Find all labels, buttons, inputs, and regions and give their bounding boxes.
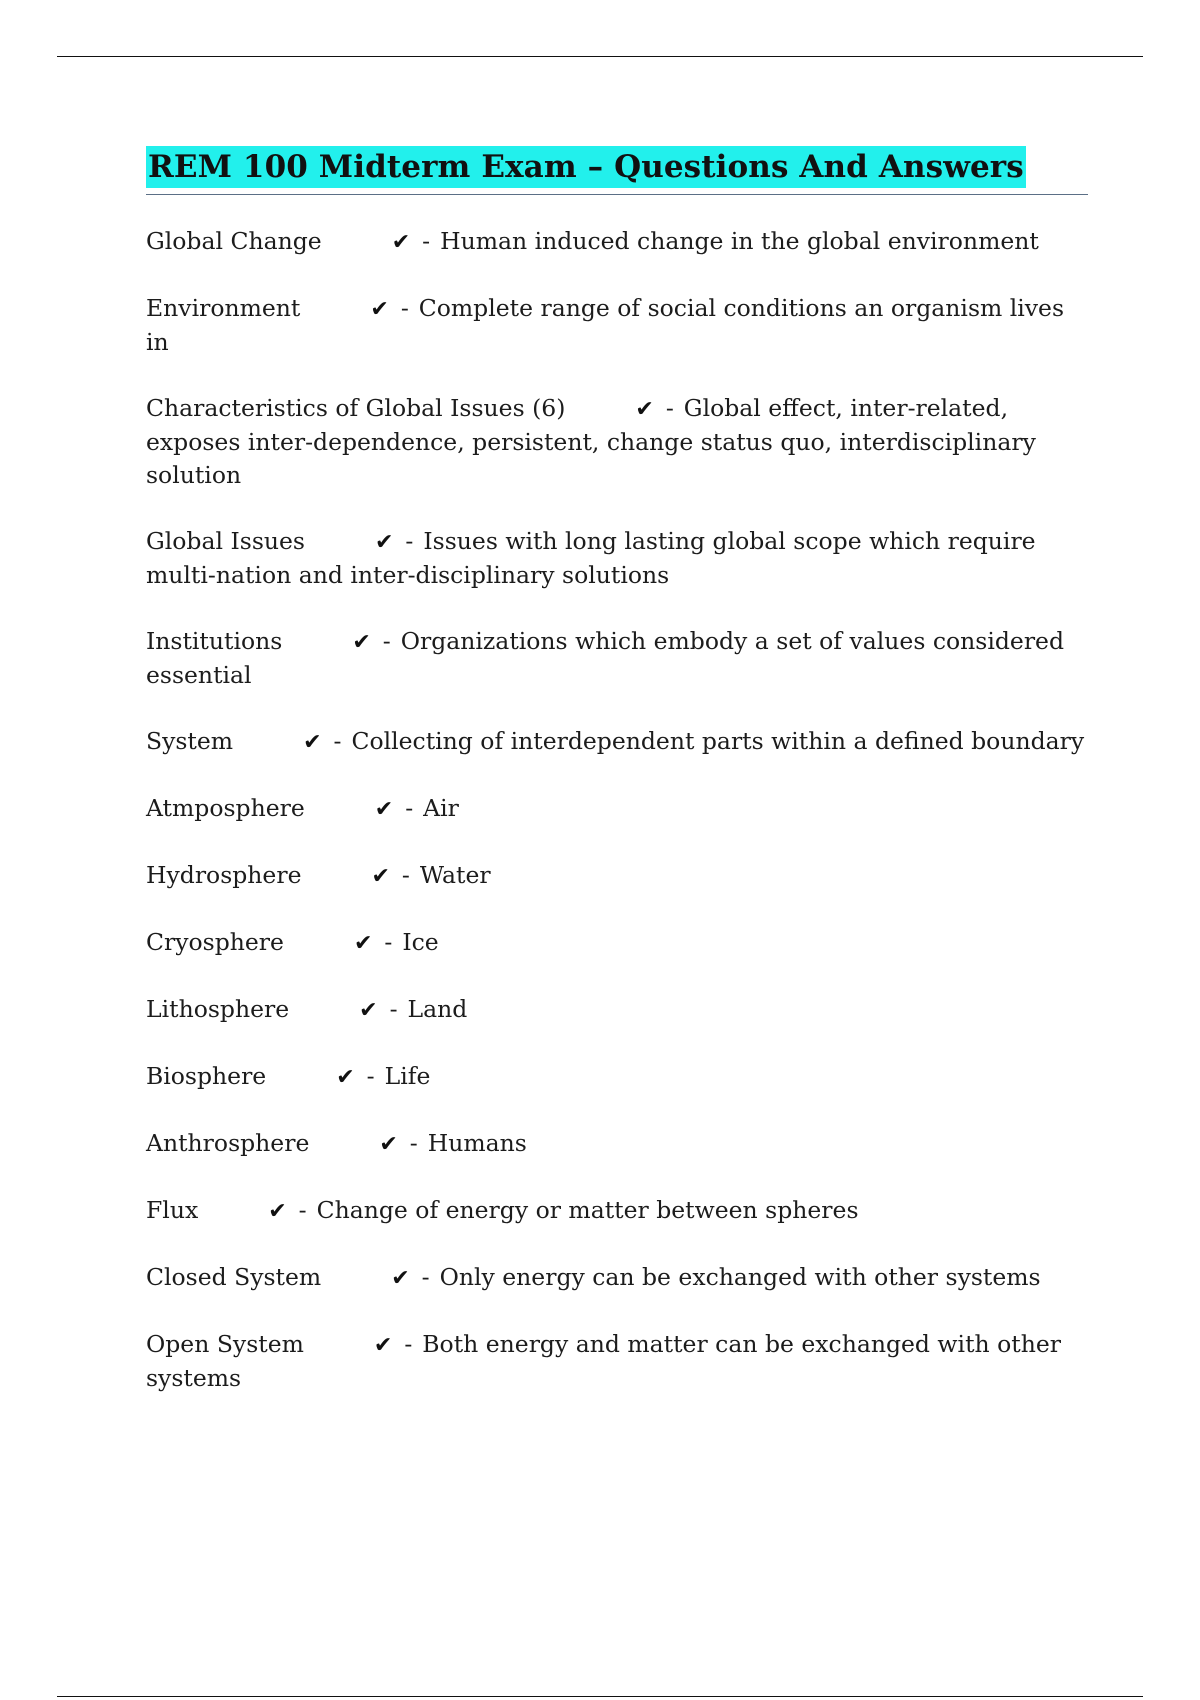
entry-definition: Global effect, inter-related, exposes inter-dependence, persistent, change status quo, interdisciplinary solution — [146, 394, 1036, 489]
entry-term: Closed System — [146, 1263, 322, 1291]
entry-definition: Change of energy or matter between spheres — [316, 1196, 859, 1224]
entry-term: Lithosphere — [146, 995, 290, 1023]
qa-entry — [146, 1127, 1088, 1161]
title-block — [146, 146, 1088, 195]
qa-entry — [146, 225, 1088, 259]
document-title: REM 100 Midterm Exam – Questions And Answers — [146, 146, 1026, 188]
qa-entry — [146, 792, 1088, 826]
check-icon: ✔ — [373, 1333, 393, 1358]
entry-definition: Both energy and matter can be exchanged with other systems — [146, 1330, 1061, 1392]
entry-term: Anthrosphere — [146, 1129, 310, 1157]
check-icon: ✔ — [374, 530, 394, 555]
qa-entry — [146, 392, 1088, 492]
entry-separator: - — [389, 995, 398, 1023]
qa-entry — [146, 926, 1088, 960]
entry-definition: Land — [407, 995, 468, 1023]
document-body — [146, 146, 1088, 1428]
qa-entry — [146, 292, 1088, 359]
entry-term: Flux — [146, 1196, 199, 1224]
page-bottom-rule — [57, 1696, 1143, 1697]
entry-definition: Human induced change in the global environment — [440, 227, 1039, 255]
qa-entry — [146, 859, 1088, 893]
entry-separator: - — [665, 394, 674, 422]
entry-definition: Complete range of social conditions an organism lives in — [146, 294, 1065, 356]
qa-entry — [146, 725, 1088, 759]
entry-term: Atmposphere — [146, 794, 305, 822]
entry-term: Global Change — [146, 227, 322, 255]
entry-separator: - — [421, 1263, 430, 1291]
entry-separator: - — [333, 727, 342, 755]
qa-entry — [146, 1060, 1088, 1094]
entry-definition: Life — [384, 1062, 431, 1090]
entry-separator: - — [384, 928, 393, 956]
entry-separator: - — [404, 1330, 413, 1358]
check-icon: ✔ — [336, 1065, 355, 1090]
entry-separator: - — [422, 227, 431, 255]
check-icon: ✔ — [391, 230, 411, 255]
entry-separator: - — [401, 861, 410, 889]
entry-term: Environment — [146, 294, 301, 322]
entry-separator: - — [405, 527, 414, 555]
check-icon: ✔ — [371, 864, 390, 889]
page-top-rule — [57, 56, 1143, 57]
entry-definition: Only energy can be exchanged with other systems — [439, 1263, 1041, 1291]
entry-separator: - — [400, 294, 409, 322]
qa-entry — [146, 525, 1088, 592]
qa-entry — [146, 1194, 1088, 1228]
entry-term: Cryosphere — [146, 928, 284, 956]
qa-entry — [146, 1261, 1088, 1295]
entry-definition: Air — [423, 794, 459, 822]
entry-definition: Organizations which embody a set of values considered essential — [146, 627, 1064, 689]
qa-entry — [146, 993, 1088, 1027]
entry-separator: - — [298, 1196, 307, 1224]
check-icon: ✔ — [374, 797, 394, 822]
check-icon: ✔ — [268, 1199, 287, 1224]
check-icon: ✔ — [359, 998, 378, 1023]
entry-term: Biosphere — [146, 1062, 267, 1090]
entry-separator: - — [382, 627, 391, 655]
entry-definition: Water — [419, 861, 491, 889]
entry-definition: Issues with long lasting global scope which require multi-nation and inter-disciplinary solutions — [146, 527, 1036, 589]
entry-term: Open System — [146, 1330, 304, 1358]
check-icon: ✔ — [303, 730, 322, 755]
qa-list — [146, 225, 1088, 1395]
qa-entry — [146, 625, 1088, 692]
check-icon: ✔ — [635, 397, 654, 422]
entry-separator: - — [405, 794, 414, 822]
entry-term: Global Issues — [146, 527, 305, 555]
entry-definition: Humans — [427, 1129, 527, 1157]
entry-separator: - — [366, 1062, 375, 1090]
entry-separator: - — [409, 1129, 418, 1157]
check-icon: ✔ — [391, 1266, 410, 1291]
entry-term: Characteristics of Global Issues (6) — [146, 394, 566, 422]
entry-definition: Ice — [402, 928, 439, 956]
qa-entry — [146, 1328, 1088, 1395]
check-icon: ✔ — [370, 297, 389, 322]
entry-term: System — [146, 727, 234, 755]
entry-term: Institutions — [146, 627, 283, 655]
entry-term: Hydrosphere — [146, 861, 302, 889]
check-icon: ✔ — [353, 931, 373, 956]
entry-definition: Collecting of interdependent parts within a defined boundary — [351, 727, 1085, 755]
check-icon: ✔ — [352, 630, 371, 655]
check-icon: ✔ — [379, 1132, 398, 1157]
